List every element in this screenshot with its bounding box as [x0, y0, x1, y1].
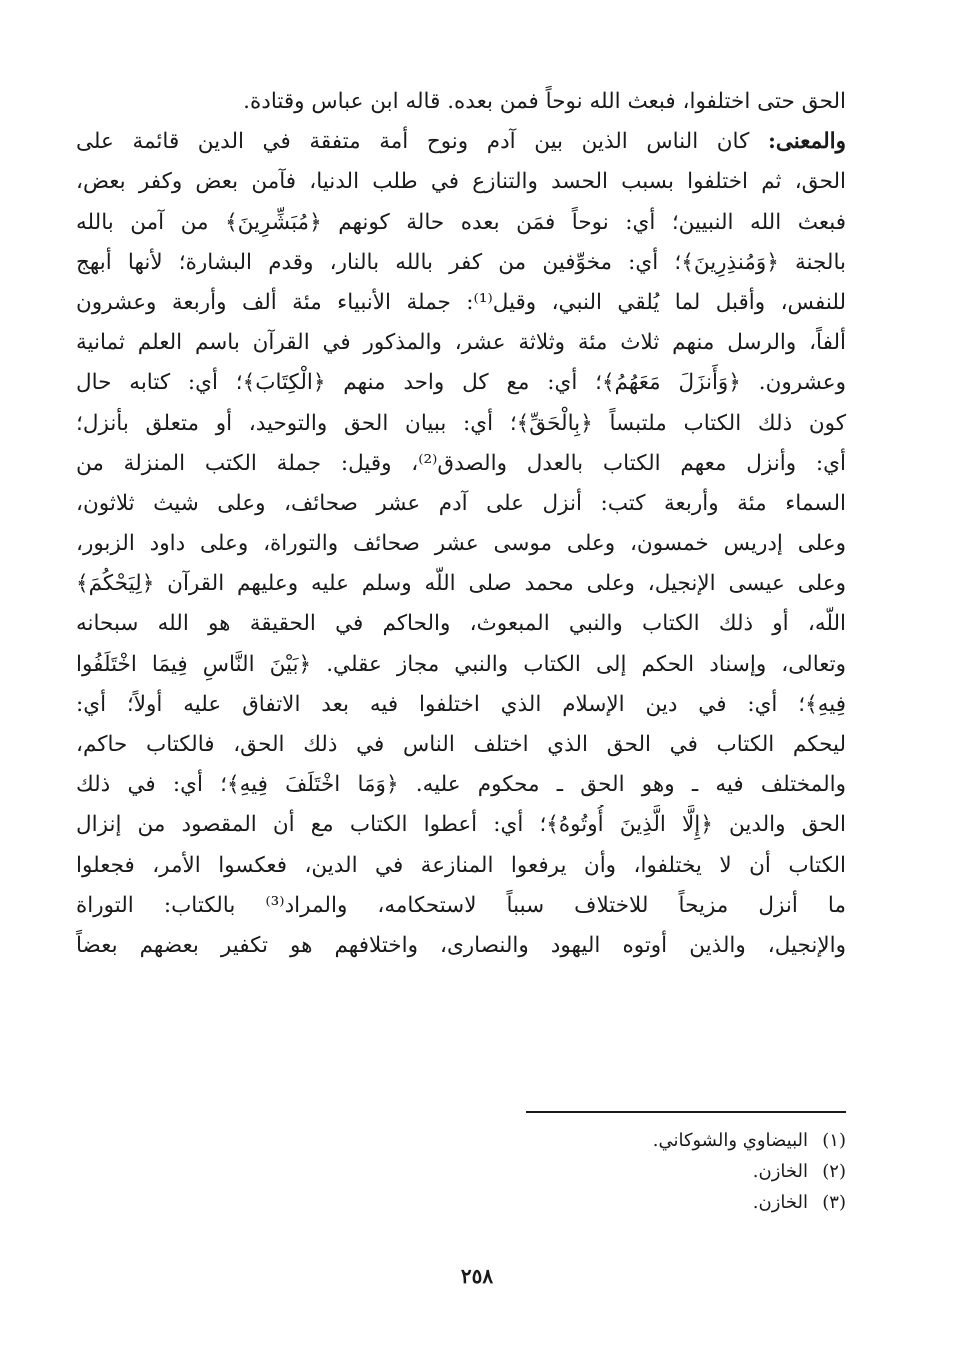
footnote-number: (١): [822, 1130, 846, 1151]
meaning-term: والمعنى:: [767, 129, 846, 155]
page-number: ٢٥٨: [460, 1264, 494, 1288]
text-line: الحق حتى اختلفوا، فبعث الله نوحاً فمن بعده. قاله ابن عباس وقتادة.: [243, 89, 846, 114]
footnote-text: الخازن.: [752, 1161, 808, 1182]
text-line: الحق والدين ﴿إِلَّا الَّذِينَ أُوتُوهُ﴾؛ أي: أعطوا الكتاب مع أن المقصود من إنزال: [76, 812, 846, 838]
text-line: الكتاب أن لا يختلفوا، وأن يرفعوا المنازعة في الدين، فعكسوا الأمر، فجعلوا: [76, 852, 846, 878]
text-line: كون ذلك الكتاب ملتبساً ﴿بِالْحَقِّ﴾؛ أي: ببيان الحق والتوحيد، أو متعلق بأنزل؛: [76, 410, 846, 436]
text-line: ما أنزل مزيحاً للاختلاف سبباً لاستحكامه، والمراد⁽³⁾ بالكتاب: التوراة: [76, 892, 846, 918]
footnote-divider: [526, 1111, 846, 1113]
meaning-line: [76, 122, 846, 162]
meaning-text: كان الناس الذين بين آدم ونوح أمة متفقة في الدين قائمة على: [76, 129, 768, 155]
text-line: الحق، ثم اختلفوا بسبب الحسد والتنازع في طلب الدنيا، فآمن بعض وكفر بعض،: [76, 169, 846, 195]
footnote: [476, 1187, 846, 1218]
body-text: [76, 82, 846, 966]
text-line: ليحكم الكتاب في الحق الذي اختلف الناس في ذلك الحق، فالكتاب حاكم،: [76, 732, 846, 757]
text-line: وعشرون. ﴿وَأَنزَلَ مَعَهُمُ﴾؛ أي: مع كل واحد منهم ﴿الْكِتَابَ﴾؛ أي: كتابه حال: [76, 370, 846, 396]
footnote-text: الخازن.: [752, 1192, 808, 1213]
text-line: والإنجيل، والذين أوتوه اليهود والنصارى، واختلافهم هو تكفير بعضهم بعضاً: [76, 932, 846, 958]
footnote-text: البيضاوي والشوكاني.: [652, 1130, 808, 1151]
text-line: وتعالى، وإسناد الحكم إلى الكتاب والنبي مجاز عقلي. ﴿بَيْنَ النَّاسِ فِيمَا اخْتَلَفُوا: [76, 651, 846, 677]
text-line: وعلى إدريس خمسون، وعلى موسى عشر صحائف والتوراة، وعلى داود الزبور،: [76, 531, 846, 557]
text-line: والمختلف فيه ـ وهو الحق ـ محكوم عليه. ﴿وَمَا اخْتَلَفَ فِيهِ﴾؛ أي: في ذلك: [76, 772, 846, 798]
text-line: فبعث الله النبيين؛ أي: نوحاً فمَن بعده حالة كونهم ﴿مُبَشِّرِينَ﴾ من آمن بالله: [76, 209, 846, 235]
text-line: فِيهِ﴾؛ أي: في دين الإسلام الذي اختلفوا فيه بعد الاتفاق عليه أولاً؛ أي:: [76, 691, 846, 717]
text-line: اللّه، أو ذلك الكتاب والنبي المبعوث، والحاكم في الحقيقة هو الله سبحانه: [76, 611, 846, 637]
footnote-number: (٢): [822, 1161, 846, 1182]
footnote: [476, 1156, 846, 1187]
text-line: بالجنة ﴿وَمُنذِرِينَ﴾؛ أي: مخوِّفين من كفر بالله بالنار، وقدم البشارة؛ لأنها أبهج: [76, 249, 846, 275]
footnotes: [476, 1125, 846, 1218]
text-line: ألفاً، والرسل منهم ثلاث مئة وثلاثة عشر، والمذكور في القرآن باسم العلم ثمانية: [76, 330, 846, 356]
text-line: للنفس، وأقبل لما يُلقي النبي، وقيل⁽¹⁾: جملة الأنبياء مئة ألف وأربعة وعشرون: [76, 289, 846, 315]
footnote: [476, 1125, 846, 1156]
text-line: أي: وأنزل معهم الكتاب بالعدل والصدق⁽²⁾، وقيل: جملة الكتب المنزلة من: [76, 450, 846, 476]
footnote-number: (٣): [822, 1192, 846, 1213]
text-line: وعلى عيسى الإنجيل، وعلى محمد صلى اللّه وسلم عليه وعليهم القرآن ﴿لِيَحْكُمَ﴾: [76, 571, 846, 597]
text-line: السماء مئة وأربعة كتب: أنزل على آدم عشر صحائف، وعلى شيث ثلاثون،: [76, 490, 846, 516]
